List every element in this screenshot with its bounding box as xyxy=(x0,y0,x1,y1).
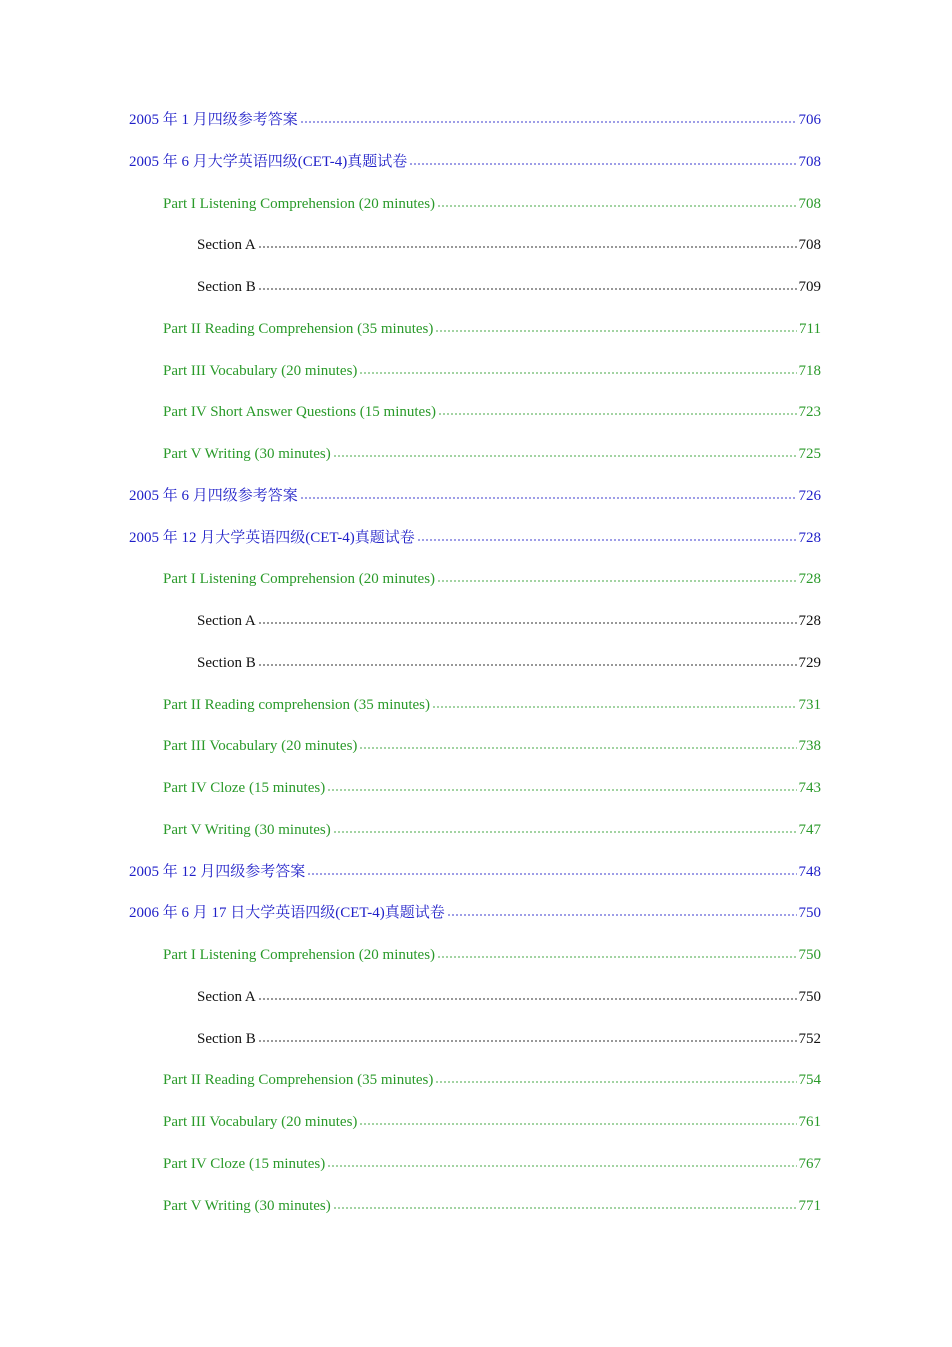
toc-entry-title: 2005 年 12 月大学英语四级(CET-4)真题试卷 xyxy=(129,530,415,546)
toc-page-number: 754 xyxy=(798,1072,821,1088)
toc-dot-leader xyxy=(327,789,796,791)
toc-entry-level-2[interactable] xyxy=(163,944,821,966)
toc-dot-leader xyxy=(437,580,796,582)
toc-page-number: 708 xyxy=(798,196,821,212)
toc-dot-leader xyxy=(447,914,797,916)
toc-entry-level-2[interactable] xyxy=(163,1111,821,1133)
toc-entry-title: Part II Reading Comprehension (35 minutes) xyxy=(163,321,434,337)
toc-page-number: 723 xyxy=(798,404,821,420)
toc-entry-title: Part I Listening Comprehension (20 minutes) xyxy=(163,571,436,587)
toc-entry-title: 2005 年 6 月四级参考答案 xyxy=(129,488,298,504)
toc-entry-title: Part III Vocabulary (20 minutes) xyxy=(163,738,358,754)
toc-entry-title: Part V Writing (30 minutes) xyxy=(163,822,331,838)
toc-dot-leader xyxy=(333,455,797,457)
toc-page-number: 743 xyxy=(798,780,821,796)
toc-page-number: 728 xyxy=(798,571,821,587)
toc-entry-level-3[interactable] xyxy=(197,652,821,674)
toc-entry-title: Section A xyxy=(197,237,256,253)
toc-entry-level-1[interactable] xyxy=(129,861,821,883)
toc-entry-level-1[interactable] xyxy=(129,109,821,131)
toc-entry-title: Section B xyxy=(197,1031,256,1047)
toc-dot-leader xyxy=(359,1123,796,1125)
toc-entry-level-1[interactable] xyxy=(129,902,821,924)
toc-entry-title: Part IV Short Answer Questions (15 minutes) xyxy=(163,404,437,420)
toc-entry-level-2[interactable] xyxy=(163,694,821,716)
toc-page-number: 706 xyxy=(798,112,821,128)
toc-dot-leader xyxy=(438,413,796,415)
toc-entry-level-2[interactable] xyxy=(163,777,821,799)
toc-dot-leader xyxy=(435,330,797,332)
toc-page-number: 729 xyxy=(798,655,821,671)
toc-entry-title: 2005 年 6 月大学英语四级(CET-4)真题试卷 xyxy=(129,154,408,170)
toc-entry-title: Part II Reading Comprehension (35 minutes) xyxy=(163,1072,434,1088)
toc-entry-level-3[interactable] xyxy=(197,1028,821,1050)
toc-page-number: 711 xyxy=(799,321,821,337)
toc-dot-leader xyxy=(437,205,796,207)
toc-entry-level-2[interactable] xyxy=(163,735,821,757)
toc-entry-title: Section B xyxy=(197,655,256,671)
toc-entry-title: Part IV Cloze (15 minutes) xyxy=(163,1156,326,1172)
toc-dot-leader xyxy=(327,1165,796,1167)
toc-dot-leader xyxy=(417,539,797,541)
toc-entry-level-2[interactable] xyxy=(163,318,821,340)
toc-entry-level-1[interactable] xyxy=(129,151,821,173)
toc-dot-leader xyxy=(300,121,797,123)
toc-page-number: 731 xyxy=(798,697,821,713)
toc-page-number: 709 xyxy=(798,279,821,295)
toc-entry-level-2[interactable] xyxy=(163,401,821,423)
toc-page-number: 750 xyxy=(798,947,821,963)
toc-entry-title: 2005 年 12 月四级参考答案 xyxy=(129,864,306,880)
toc-page-number: 752 xyxy=(798,1031,821,1047)
toc-dot-leader xyxy=(409,163,796,165)
toc-page-number: 728 xyxy=(798,613,821,629)
toc-dot-leader xyxy=(307,873,796,875)
toc-dot-leader xyxy=(359,372,796,374)
toc-dot-leader xyxy=(258,288,797,290)
toc-entry-level-2[interactable] xyxy=(163,193,821,215)
toc-entry-title: 2006 年 6 月 17 日大学英语四级(CET-4)真题试卷 xyxy=(129,905,445,921)
toc-entry-title: Part IV Cloze (15 minutes) xyxy=(163,780,326,796)
toc-page-number: 708 xyxy=(798,237,821,253)
toc-entry-title: Part III Vocabulary (20 minutes) xyxy=(163,1114,358,1130)
toc-page-number: 725 xyxy=(798,446,821,462)
toc-entry-level-2[interactable] xyxy=(163,819,821,841)
toc-dot-leader xyxy=(437,956,796,958)
toc-entry-title: 2005 年 1 月四级参考答案 xyxy=(129,112,298,128)
toc-dot-leader xyxy=(258,622,797,624)
toc-page-number: 767 xyxy=(798,1156,821,1172)
toc-entry-level-2[interactable] xyxy=(163,1195,821,1217)
toc-entry-title: Section A xyxy=(197,613,256,629)
toc-entry-level-3[interactable] xyxy=(197,986,821,1008)
toc-dot-leader xyxy=(258,998,797,1000)
toc-page-number: 761 xyxy=(798,1114,821,1130)
toc-dot-leader xyxy=(432,706,796,708)
toc-page-number: 771 xyxy=(798,1198,821,1214)
toc-entry-title: Part V Writing (30 minutes) xyxy=(163,446,331,462)
toc-page-number: 748 xyxy=(798,864,821,880)
toc-entry-level-3[interactable] xyxy=(197,610,821,632)
toc-entry-title: Part V Writing (30 minutes) xyxy=(163,1198,331,1214)
toc-entry-level-2[interactable] xyxy=(163,360,821,382)
toc-entry-title: Part I Listening Comprehension (20 minutes) xyxy=(163,947,436,963)
toc-entry-title: Part I Listening Comprehension (20 minutes) xyxy=(163,196,436,212)
toc-dot-leader xyxy=(258,1040,797,1042)
toc-entry-title: Section B xyxy=(197,279,256,295)
toc-entry-level-1[interactable] xyxy=(129,485,821,507)
toc-entry-title: Part III Vocabulary (20 minutes) xyxy=(163,363,358,379)
toc-entry-title: Section A xyxy=(197,989,256,1005)
toc-page-number: 728 xyxy=(798,530,821,546)
toc-dot-leader xyxy=(333,1207,797,1209)
toc-dot-leader xyxy=(359,747,796,749)
toc-entry-level-2[interactable] xyxy=(163,568,821,590)
toc-page-number: 747 xyxy=(798,822,821,838)
toc-page-number: 750 xyxy=(798,905,821,921)
toc-page-number: 738 xyxy=(798,738,821,754)
toc-entry-level-2[interactable] xyxy=(163,443,821,465)
toc-dot-leader xyxy=(333,831,797,833)
toc-dot-leader xyxy=(435,1081,796,1083)
toc-entry-level-2[interactable] xyxy=(163,1069,821,1091)
toc-page-number: 708 xyxy=(798,154,821,170)
toc-page-number: 750 xyxy=(798,989,821,1005)
toc-entry-level-2[interactable] xyxy=(163,1153,821,1175)
toc-entry-level-3[interactable] xyxy=(197,234,821,256)
toc-entry-level-3[interactable] xyxy=(197,276,821,298)
toc-dot-leader xyxy=(258,246,797,248)
toc-dot-leader xyxy=(258,664,797,666)
toc-entry-title: Part II Reading comprehension (35 minutes) xyxy=(163,697,431,713)
toc-page-number: 718 xyxy=(798,363,821,379)
toc-dot-leader xyxy=(300,497,797,499)
toc-page-number: 726 xyxy=(798,488,821,504)
toc-entry-level-1[interactable] xyxy=(129,527,821,549)
